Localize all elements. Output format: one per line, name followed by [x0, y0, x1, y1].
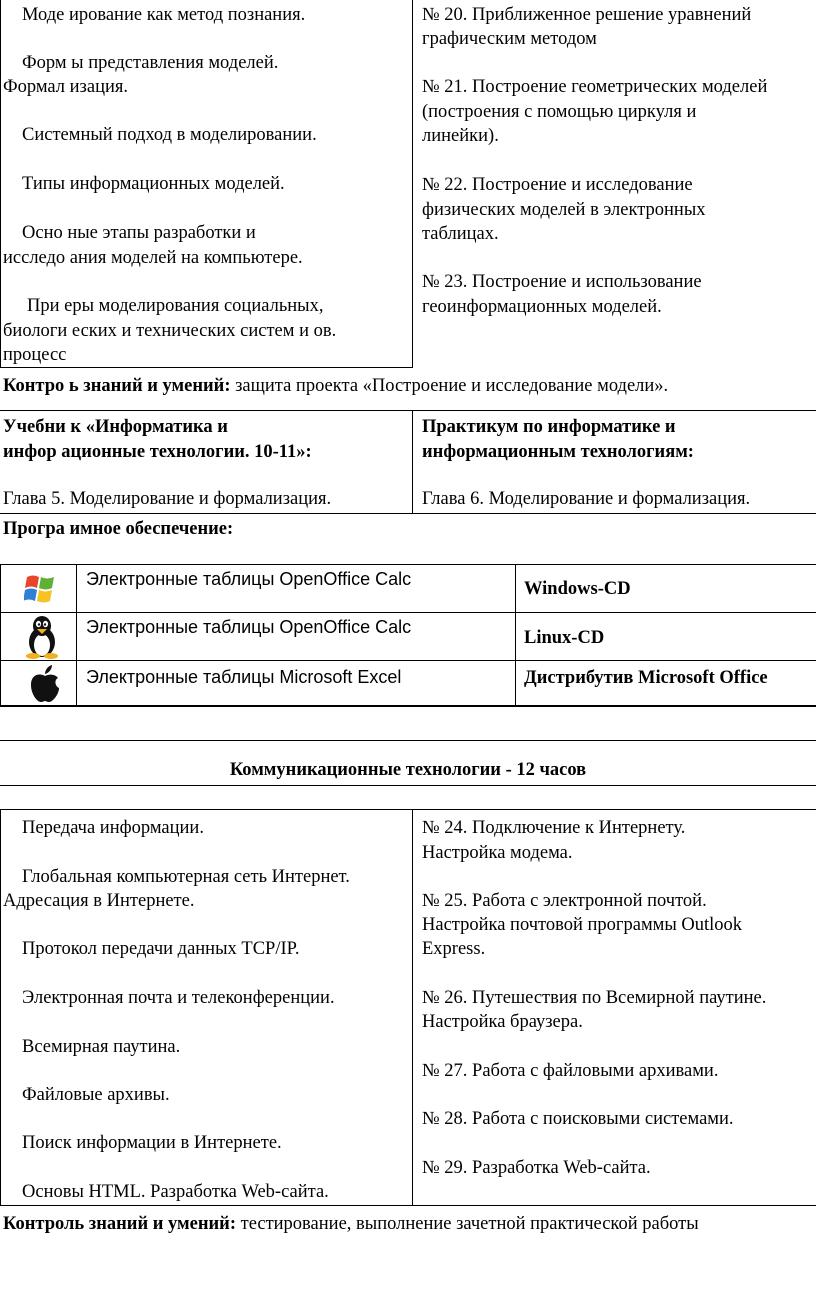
textbook-chapter: Глава 5. Моделирование и формализация. [3, 489, 332, 509]
software-media: Windows-CD [524, 579, 631, 599]
theory-line: Электронная почта и телеконференции. [22, 988, 335, 1008]
practice-line: физических моделей в электронных [422, 200, 706, 220]
section2-table-top-border [0, 809, 816, 810]
section2-table-bottom-border [0, 1205, 816, 1206]
software-table-media-border [515, 564, 516, 707]
practice-line: № 27. Работа с файловыми архивами. [422, 1061, 719, 1081]
practice-line: № 26. Путешествия по Всемирной паутине. [422, 988, 767, 1008]
practice-line: Настройка почтовой программы Outlook [422, 915, 743, 935]
practice-line: графическим методом [422, 29, 597, 49]
practice-line: (построения с помощью циркуля и [422, 102, 697, 122]
control-label: Контро ь знаний и умений: [3, 376, 231, 396]
software-label-text: Электронные таблицы [86, 667, 280, 687]
theory-line: Поиск информации в Интернете. [22, 1133, 282, 1153]
software-media: Дистрибутив Microsoft Office [524, 668, 768, 688]
practice-line: № 21. Построение геометрических моделей [422, 77, 768, 97]
practice-line: № 22. Построение и исследование [422, 175, 693, 195]
practice-line: таблицах. [422, 224, 499, 244]
table1-left-border [0, 0, 1, 368]
theory-line: Глобальная компьютерная сеть Интернет. [22, 867, 350, 887]
windows-logo-icon [24, 572, 58, 606]
practice-line: линейки). [422, 126, 499, 146]
section2-table-left-border [0, 809, 1, 1206]
theory-line: исследо ания моделей на компьютере. [3, 248, 303, 268]
textbook-table-middle-border [412, 410, 413, 514]
apple-logo-icon [28, 664, 62, 704]
practice-line: № 29. Разработка Web-сайта. [422, 1158, 651, 1178]
software-table-left-border [0, 564, 1, 707]
textbook-table-top-border [0, 410, 816, 411]
practice-line: № 24. Подключение к Интернету. [422, 818, 686, 838]
linux-penguin-icon [22, 615, 62, 659]
theory-line: процесс [3, 345, 67, 365]
practicum-title: Практикум по информатике и [422, 417, 676, 437]
theory-line: Осно ные этапы разработки и [22, 223, 256, 243]
textbook-title: Учебни к «Информатика и [3, 417, 228, 437]
software-name [86, 666, 401, 689]
table1-bottom-border [0, 367, 412, 368]
software-table-top-border [0, 564, 816, 565]
practicum-chapter: Глава 6. Моделирование и формализация. [422, 489, 751, 509]
theory-line: Всемирная паутина. [22, 1037, 181, 1057]
practicum-title: информационным технологиям: [422, 442, 694, 462]
section2-table-middle-border [412, 809, 413, 1206]
software-media: Linux-CD [524, 628, 605, 648]
software-product: OpenOffice Calc [279, 569, 412, 589]
theory-line: Основы HTML. Разработка Web-сайта. [22, 1182, 329, 1202]
section2-heading: Коммуникационные технологии - 12 часов [229, 760, 587, 780]
software-label: Програ имное обеспечение: [3, 519, 234, 539]
control-label: Контроль знаний и умений: [3, 1214, 236, 1234]
practice-line: геоинформационных моделей. [422, 297, 662, 317]
theory-line: Типы информационных моделей. [22, 174, 285, 194]
software-table-row-border [0, 660, 816, 661]
practice-line: Настройка модема. [422, 843, 573, 863]
practice-line: Express. [422, 939, 486, 959]
theory-line: Форм ы представления моделей. [22, 53, 279, 73]
theory-line: биологи еских и технических систем и ов. [3, 321, 337, 341]
software-label-text: Электронные таблицы [86, 617, 280, 637]
theory-line: Системный подход в моделировании. [22, 125, 317, 145]
theory-line: Адресация в Интернете. [3, 891, 195, 911]
practice-line: № 28. Работа с поисковыми системами. [422, 1109, 734, 1129]
textbook-title: инфор ационные технологии. 10-11»: [3, 442, 312, 462]
theory-line: При еры моделирования социальных, [27, 296, 324, 316]
control-line [3, 1213, 699, 1236]
software-product: OpenOffice Calc [279, 617, 412, 637]
theory-line: Файловые архивы. [22, 1085, 170, 1105]
software-product: Microsoft Excel [279, 667, 402, 687]
table1-middle-border [412, 0, 413, 368]
practice-line: № 20. Приближенное решение уравнений [422, 5, 752, 25]
theory-line: Формал изация. [3, 77, 129, 97]
theory-line: Моде ирование как метод познания. [22, 5, 306, 25]
theory-line: Передача информации. [22, 818, 204, 838]
control-text: тестирование, выполнение зачетной практической работы [235, 1214, 699, 1234]
practice-line: № 23. Построение и использование [422, 272, 702, 292]
textbook-table-bottom-border [0, 513, 816, 514]
practice-line: № 25. Работа с электронной почтой. [422, 891, 707, 911]
theory-line: Протокол передачи данных TCP/IP. [22, 939, 300, 959]
control-line [3, 375, 668, 398]
software-name [86, 568, 411, 591]
software-name [86, 616, 411, 639]
software-label-text: Электронные таблицы [86, 569, 280, 589]
practice-line: Настройка браузера. [422, 1012, 583, 1032]
software-table-bottom-border [0, 705, 816, 707]
software-table-icon-border [76, 564, 77, 707]
control-text: защита проекта «Построение и исследование модели». [230, 376, 669, 396]
section2-heading-border [0, 785, 816, 786]
software-table-row-border [0, 612, 816, 613]
section2-top-border [0, 740, 816, 741]
